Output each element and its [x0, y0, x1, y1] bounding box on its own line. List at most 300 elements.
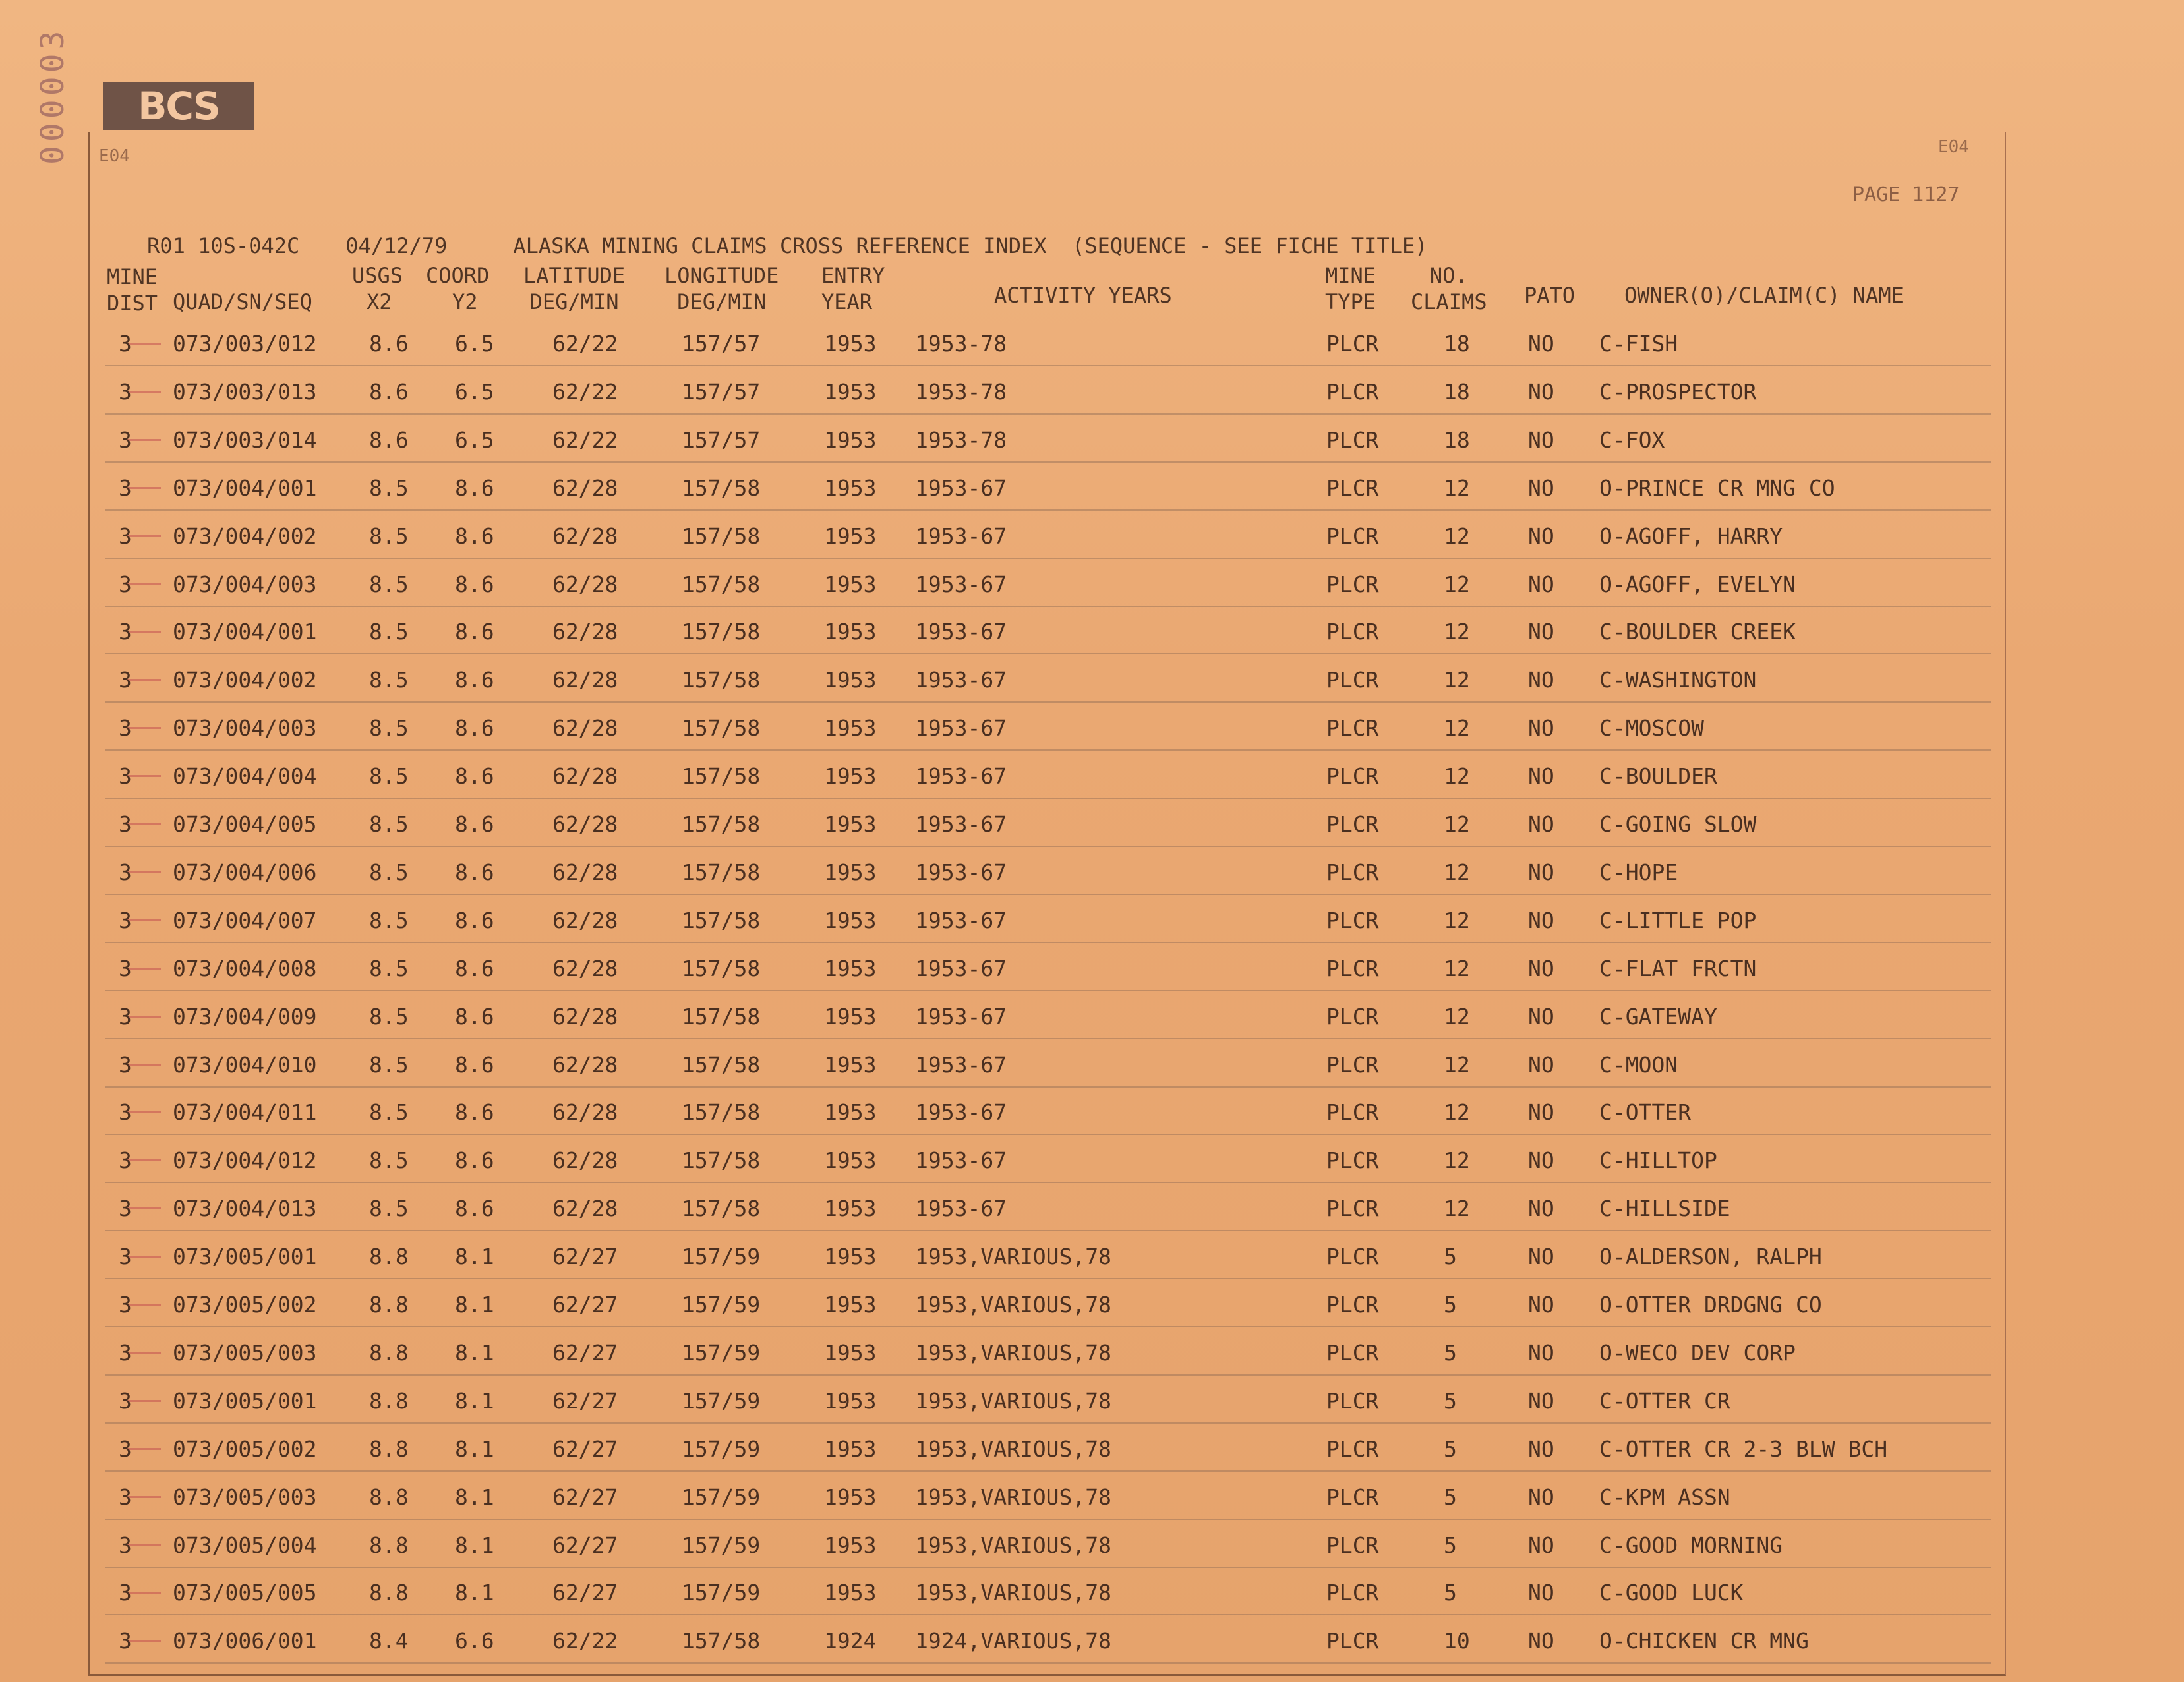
row-quad-sn-seq: 073/004/013 [173, 1196, 317, 1222]
row-no-claims: 18 [1444, 378, 1470, 405]
row-rule [105, 1614, 1991, 1615]
row-mine-type: PLCR [1326, 859, 1379, 885]
row-mine-type: PLCR [1326, 763, 1379, 790]
row-entry-year: 1953 [824, 331, 877, 357]
row-owner-claim-name: C-GOING SLOW [1599, 811, 1757, 837]
row-rule [105, 1519, 1991, 1520]
row-latitude: 62/28 [552, 907, 618, 933]
col-pato: PATO [1524, 283, 1576, 308]
row-y2: 6.5 [455, 331, 494, 357]
row-longitude: 157/59 [682, 1532, 761, 1558]
row-dist: 3 [119, 1628, 132, 1654]
fiche-code-right: E04 [1938, 137, 1969, 157]
row-entry-year: 1953 [824, 475, 877, 501]
row-pato: NO [1528, 859, 1554, 885]
row-dist: 3 [119, 1244, 132, 1270]
row-y2: 8.1 [455, 1532, 494, 1558]
row-entry-year: 1953 [824, 1339, 877, 1366]
col-activity-years: ACTIVITY YEARS [994, 283, 1172, 308]
row-rule [105, 1230, 1991, 1231]
row-latitude: 62/28 [552, 1003, 618, 1030]
table-row [0, 1480, 2184, 1528]
row-pato: NO [1528, 1628, 1554, 1654]
row-x2: 8.8 [369, 1532, 409, 1558]
row-entry-year: 1953 [824, 619, 877, 645]
row-mine-type: PLCR [1326, 378, 1379, 405]
row-x2: 8.8 [369, 1292, 409, 1318]
row-rule [105, 1326, 1991, 1327]
row-owner-claim-name: C-FISH [1599, 331, 1678, 357]
row-mine-type: PLCR [1326, 1196, 1379, 1222]
row-latitude: 62/28 [552, 619, 618, 645]
table-row [0, 1576, 2184, 1623]
row-owner-claim-name: C-HOPE [1599, 859, 1678, 885]
row-latitude: 62/27 [552, 1532, 618, 1558]
row-latitude: 62/27 [552, 1484, 618, 1510]
row-entry-year: 1924 [824, 1628, 877, 1654]
row-quad-sn-seq: 073/004/006 [173, 859, 317, 885]
row-longitude: 157/58 [682, 571, 761, 597]
row-activity-years: 1953-67 [915, 907, 1007, 933]
row-rule [105, 653, 1991, 654]
row-no-claims: 12 [1444, 1196, 1470, 1222]
row-x2: 8.5 [369, 1196, 409, 1222]
row-owner-claim-name: C-HILLTOP [1599, 1147, 1717, 1174]
row-dist: 3 [119, 378, 132, 405]
row-mine-type: PLCR [1326, 1436, 1379, 1462]
row-dist: 3 [119, 907, 132, 933]
row-owner-claim-name: C-BOULDER CREEK [1599, 619, 1796, 645]
row-pato: NO [1528, 378, 1554, 405]
row-y2: 8.6 [455, 571, 494, 597]
fiche-code-left: E04 [99, 146, 130, 166]
row-longitude: 157/57 [682, 331, 761, 357]
row-entry-year: 1953 [824, 1580, 877, 1606]
table-row [0, 711, 2184, 759]
row-dist: 3 [119, 1292, 132, 1318]
row-y2: 8.1 [455, 1244, 494, 1270]
table-row [0, 1288, 2184, 1335]
row-owner-claim-name: C-GOOD LUCK [1599, 1580, 1744, 1606]
row-owner-claim-name: C-OTTER CR [1599, 1387, 1730, 1414]
row-rule [105, 1567, 1991, 1568]
row-longitude: 157/58 [682, 523, 761, 549]
row-activity-years: 1924,VARIOUS,78 [915, 1628, 1112, 1654]
row-latitude: 62/28 [552, 523, 618, 549]
table-row [0, 1144, 2184, 1191]
row-entry-year: 1953 [824, 426, 877, 453]
row-latitude: 62/28 [552, 763, 618, 790]
row-longitude: 157/59 [682, 1292, 761, 1318]
row-latitude: 62/27 [552, 1292, 618, 1318]
row-longitude: 157/58 [682, 667, 761, 693]
table-row [0, 471, 2184, 519]
row-x2: 8.6 [369, 426, 409, 453]
row-dist: 3 [119, 1196, 132, 1222]
row-mine-type: PLCR [1326, 955, 1379, 981]
row-rule [105, 461, 1991, 463]
row-dist: 3 [119, 1003, 132, 1030]
row-owner-claim-name: C-OTTER CR 2-3 BLW BCH [1599, 1436, 1888, 1462]
row-entry-year: 1953 [824, 571, 877, 597]
row-activity-years: 1953-78 [915, 378, 1007, 405]
row-quad-sn-seq: 073/004/012 [173, 1147, 317, 1174]
row-rule [105, 1422, 1991, 1424]
row-latitude: 62/27 [552, 1339, 618, 1366]
row-dist: 3 [119, 715, 132, 741]
row-mine-type: PLCR [1326, 907, 1379, 933]
row-no-claims: 5 [1444, 1436, 1457, 1462]
row-quad-sn-seq: 073/003/014 [173, 426, 317, 453]
row-dist: 3 [119, 1339, 132, 1366]
row-quad-sn-seq: 073/004/002 [173, 523, 317, 549]
table-row [0, 1336, 2184, 1383]
col-coord: COORD [426, 263, 490, 288]
row-x2: 8.5 [369, 1147, 409, 1174]
row-longitude: 157/58 [682, 763, 761, 790]
row-latitude: 62/28 [552, 955, 618, 981]
row-no-claims: 5 [1444, 1580, 1457, 1606]
table-row [0, 1384, 2184, 1432]
row-pato: NO [1528, 667, 1554, 693]
row-dist: 3 [119, 859, 132, 885]
row-owner-claim-name: C-OTTER [1599, 1099, 1692, 1126]
row-owner-claim-name: C-KPM ASSN [1599, 1484, 1730, 1510]
row-no-claims: 5 [1444, 1484, 1457, 1510]
row-no-claims: 18 [1444, 331, 1470, 357]
row-activity-years: 1953,VARIOUS,78 [915, 1292, 1112, 1318]
row-x2: 8.8 [369, 1484, 409, 1510]
table-row [0, 327, 2184, 374]
row-y2: 8.6 [455, 859, 494, 885]
row-rule [105, 1470, 1991, 1472]
row-latitude: 62/27 [552, 1244, 618, 1270]
row-quad-sn-seq: 073/004/001 [173, 619, 317, 645]
row-pato: NO [1528, 1532, 1554, 1558]
row-owner-claim-name: O-WECO DEV CORP [1599, 1339, 1796, 1366]
row-pato: NO [1528, 1387, 1554, 1414]
row-longitude: 157/58 [682, 1196, 761, 1222]
row-activity-years: 1953,VARIOUS,78 [915, 1244, 1112, 1270]
row-quad-sn-seq: 073/004/007 [173, 907, 317, 933]
row-pato: NO [1528, 331, 1554, 357]
row-activity-years: 1953,VARIOUS,78 [915, 1339, 1112, 1366]
row-quad-sn-seq: 073/005/005 [173, 1580, 317, 1606]
report-id: R01 10S-042C [147, 233, 300, 258]
row-activity-years: 1953-78 [915, 331, 1007, 357]
row-y2: 8.6 [455, 955, 494, 981]
table-row [0, 952, 2184, 999]
row-quad-sn-seq: 073/004/004 [173, 763, 317, 790]
row-x2: 8.5 [369, 1051, 409, 1078]
row-quad-sn-seq: 073/004/010 [173, 1051, 317, 1078]
table-row [0, 375, 2184, 422]
row-latitude: 62/28 [552, 1099, 618, 1126]
row-longitude: 157/57 [682, 378, 761, 405]
row-activity-years: 1953-67 [915, 955, 1007, 981]
row-mine-type: PLCR [1326, 1051, 1379, 1078]
col-mine-dist: MINE DIST [107, 264, 158, 316]
row-dist: 3 [119, 667, 132, 693]
row-longitude: 157/59 [682, 1484, 761, 1510]
row-longitude: 157/59 [682, 1387, 761, 1414]
row-pato: NO [1528, 1147, 1554, 1174]
row-quad-sn-seq: 073/004/005 [173, 811, 317, 837]
row-entry-year: 1953 [824, 811, 877, 837]
row-y2: 6.6 [455, 1628, 494, 1654]
row-entry-year: 1953 [824, 763, 877, 790]
row-latitude: 62/28 [552, 475, 618, 501]
row-quad-sn-seq: 073/005/002 [173, 1292, 317, 1318]
row-entry-year: 1953 [824, 1532, 877, 1558]
row-y2: 8.1 [455, 1484, 494, 1510]
table-row [0, 759, 2184, 807]
row-rule [105, 990, 1991, 991]
row-pato: NO [1528, 426, 1554, 453]
row-rule [105, 1278, 1991, 1279]
row-entry-year: 1953 [824, 1003, 877, 1030]
row-entry-year: 1953 [824, 1436, 877, 1462]
row-owner-claim-name: C-WASHINGTON [1599, 667, 1757, 693]
row-rule [105, 846, 1991, 847]
row-latitude: 62/28 [552, 667, 618, 693]
row-mine-type: PLCR [1326, 571, 1379, 597]
fiche-number: 000003 [34, 26, 71, 165]
row-longitude: 157/58 [682, 811, 761, 837]
row-pato: NO [1528, 475, 1554, 501]
row-no-claims: 12 [1444, 859, 1470, 885]
row-latitude: 62/28 [552, 571, 618, 597]
row-activity-years: 1953-67 [915, 475, 1007, 501]
row-activity-years: 1953,VARIOUS,78 [915, 1580, 1112, 1606]
row-quad-sn-seq: 073/004/002 [173, 667, 317, 693]
row-quad-sn-seq: 073/005/004 [173, 1532, 317, 1558]
row-pato: NO [1528, 1292, 1554, 1318]
row-entry-year: 1953 [824, 1099, 877, 1126]
row-owner-claim-name: C-GOOD MORNING [1599, 1532, 1783, 1558]
row-entry-year: 1953 [824, 1387, 877, 1414]
row-rule [105, 1086, 1991, 1088]
table-row [0, 567, 2184, 615]
row-entry-year: 1953 [824, 1051, 877, 1078]
row-no-claims: 12 [1444, 715, 1470, 741]
row-quad-sn-seq: 073/004/008 [173, 955, 317, 981]
row-x2: 8.6 [369, 378, 409, 405]
row-mine-type: PLCR [1326, 1387, 1379, 1414]
row-no-claims: 12 [1444, 763, 1470, 790]
row-latitude: 62/22 [552, 378, 618, 405]
row-y2: 8.6 [455, 1099, 494, 1126]
row-dist: 3 [119, 426, 132, 453]
row-no-claims: 5 [1444, 1244, 1457, 1270]
row-pato: NO [1528, 907, 1554, 933]
row-pato: NO [1528, 1339, 1554, 1366]
row-y2: 8.1 [455, 1580, 494, 1606]
row-quad-sn-seq: 073/004/009 [173, 1003, 317, 1030]
row-no-claims: 12 [1444, 571, 1470, 597]
row-longitude: 157/58 [682, 475, 761, 501]
row-longitude: 157/58 [682, 619, 761, 645]
table-row [0, 1240, 2184, 1287]
col-no-claims: NO. CLAIMS [1411, 263, 1487, 314]
row-dist: 3 [119, 619, 132, 645]
row-mine-type: PLCR [1326, 1484, 1379, 1510]
row-activity-years: 1953-67 [915, 571, 1007, 597]
row-entry-year: 1953 [824, 955, 877, 981]
row-quad-sn-seq: 073/006/001 [173, 1628, 317, 1654]
row-activity-years: 1953,VARIOUS,78 [915, 1532, 1112, 1558]
row-owner-claim-name: O-PRINCE CR MNG CO [1599, 475, 1835, 501]
row-longitude: 157/58 [682, 1051, 761, 1078]
row-activity-years: 1953-67 [915, 1196, 1007, 1222]
row-activity-years: 1953-78 [915, 426, 1007, 453]
row-no-claims: 12 [1444, 667, 1470, 693]
row-rule [105, 1134, 1991, 1135]
row-owner-claim-name: C-FLAT FRCTN [1599, 955, 1757, 981]
row-no-claims: 10 [1444, 1628, 1470, 1654]
row-owner-claim-name: C-BOULDER [1599, 763, 1717, 790]
col-entry-year: ENTRY YEAR [821, 263, 885, 314]
row-dist: 3 [119, 523, 132, 549]
row-y2: 8.6 [455, 1147, 494, 1174]
row-longitude: 157/59 [682, 1580, 761, 1606]
row-dist: 3 [119, 811, 132, 837]
row-mine-type: PLCR [1326, 1147, 1379, 1174]
row-activity-years: 1953,VARIOUS,78 [915, 1387, 1112, 1414]
row-dist: 3 [119, 1532, 132, 1558]
row-activity-years: 1953-67 [915, 667, 1007, 693]
row-x2: 8.8 [369, 1387, 409, 1414]
row-x2: 8.5 [369, 619, 409, 645]
row-rule [105, 894, 1991, 895]
row-x2: 8.8 [369, 1244, 409, 1270]
row-y2: 8.6 [455, 667, 494, 693]
row-mine-type: PLCR [1326, 1628, 1379, 1654]
row-longitude: 157/58 [682, 1099, 761, 1126]
row-activity-years: 1953,VARIOUS,78 [915, 1484, 1112, 1510]
row-quad-sn-seq: 073/004/003 [173, 571, 317, 597]
row-activity-years: 1953-67 [915, 619, 1007, 645]
row-owner-claim-name: C-LITTLE POP [1599, 907, 1757, 933]
row-mine-type: PLCR [1326, 1580, 1379, 1606]
row-dist: 3 [119, 1436, 132, 1462]
row-quad-sn-seq: 073/004/001 [173, 475, 317, 501]
row-no-claims: 5 [1444, 1339, 1457, 1366]
row-x2: 8.8 [369, 1339, 409, 1366]
row-quad-sn-seq: 073/005/003 [173, 1484, 317, 1510]
row-longitude: 157/58 [682, 907, 761, 933]
col-quad-sn-seq: QUAD/SN/SEQ [173, 289, 312, 314]
row-longitude: 157/58 [682, 715, 761, 741]
row-entry-year: 1953 [824, 667, 877, 693]
row-y2: 8.6 [455, 715, 494, 741]
table-row [0, 1192, 2184, 1239]
row-rule [105, 413, 1991, 415]
row-y2: 6.5 [455, 378, 494, 405]
row-entry-year: 1953 [824, 523, 877, 549]
row-entry-year: 1953 [824, 378, 877, 405]
table-row [0, 1048, 2184, 1095]
row-rule [105, 942, 1991, 943]
table-row [0, 519, 2184, 567]
row-pato: NO [1528, 523, 1554, 549]
table-row [0, 856, 2184, 903]
row-y2: 8.6 [455, 763, 494, 790]
row-no-claims: 12 [1444, 619, 1470, 645]
row-activity-years: 1953-67 [915, 1051, 1007, 1078]
row-no-claims: 5 [1444, 1292, 1457, 1318]
table-row [0, 807, 2184, 855]
row-y2: 8.1 [455, 1339, 494, 1366]
row-y2: 8.6 [455, 475, 494, 501]
row-pato: NO [1528, 1244, 1554, 1270]
row-mine-type: PLCR [1326, 331, 1379, 357]
row-longitude: 157/58 [682, 1147, 761, 1174]
row-longitude: 157/58 [682, 955, 761, 981]
row-no-claims: 12 [1444, 475, 1470, 501]
row-x2: 8.5 [369, 811, 409, 837]
row-rule [105, 558, 1991, 559]
row-activity-years: 1953-67 [915, 1003, 1007, 1030]
row-no-claims: 12 [1444, 1051, 1470, 1078]
row-owner-claim-name: C-PROSPECTOR [1599, 378, 1757, 405]
table-row [0, 663, 2184, 710]
row-activity-years: 1953-67 [915, 523, 1007, 549]
table-row [0, 1000, 2184, 1047]
row-activity-years: 1953-67 [915, 859, 1007, 885]
row-rule [105, 365, 1991, 366]
row-quad-sn-seq: 073/005/001 [173, 1244, 317, 1270]
row-rule [105, 701, 1991, 703]
row-latitude: 62/22 [552, 1628, 618, 1654]
row-latitude: 62/28 [552, 859, 618, 885]
row-entry-year: 1953 [824, 1196, 877, 1222]
report-title: ALASKA MINING CLAIMS CROSS REFERENCE INDEX (SEQUENCE - SEE FICHE TITLE) [513, 233, 1428, 258]
row-longitude: 157/58 [682, 859, 761, 885]
table-row [0, 904, 2184, 951]
row-rule [105, 1662, 1991, 1664]
row-x2: 8.5 [369, 667, 409, 693]
row-dist: 3 [119, 763, 132, 790]
page-number: PAGE 1127 [1852, 183, 1960, 206]
row-quad-sn-seq: 073/005/001 [173, 1387, 317, 1414]
row-no-claims: 12 [1444, 1147, 1470, 1174]
row-dist: 3 [119, 475, 132, 501]
row-y2: 8.6 [455, 619, 494, 645]
row-activity-years: 1953-67 [915, 811, 1007, 837]
row-owner-claim-name: O-ALDERSON, RALPH [1599, 1244, 1822, 1270]
row-x2: 8.8 [369, 1580, 409, 1606]
row-latitude: 62/28 [552, 811, 618, 837]
row-mine-type: PLCR [1326, 619, 1379, 645]
row-x2: 8.5 [369, 1099, 409, 1126]
row-no-claims: 5 [1444, 1387, 1457, 1414]
row-dist: 3 [119, 1147, 132, 1174]
row-owner-claim-name: C-HILLSIDE [1599, 1196, 1730, 1222]
col-latitude: LATITUDE DEG/MIN [523, 263, 626, 314]
row-mine-type: PLCR [1326, 1244, 1379, 1270]
row-mine-type: PLCR [1326, 667, 1379, 693]
report-date: 04/12/79 [345, 233, 448, 258]
row-y2: 8.1 [455, 1387, 494, 1414]
row-quad-sn-seq: 073/003/012 [173, 331, 317, 357]
row-pato: NO [1528, 715, 1554, 741]
row-activity-years: 1953-67 [915, 763, 1007, 790]
row-no-claims: 12 [1444, 1099, 1470, 1126]
row-entry-year: 1953 [824, 907, 877, 933]
row-pato: NO [1528, 619, 1554, 645]
col-longitude: LONGITUDE DEG/MIN [664, 263, 779, 314]
